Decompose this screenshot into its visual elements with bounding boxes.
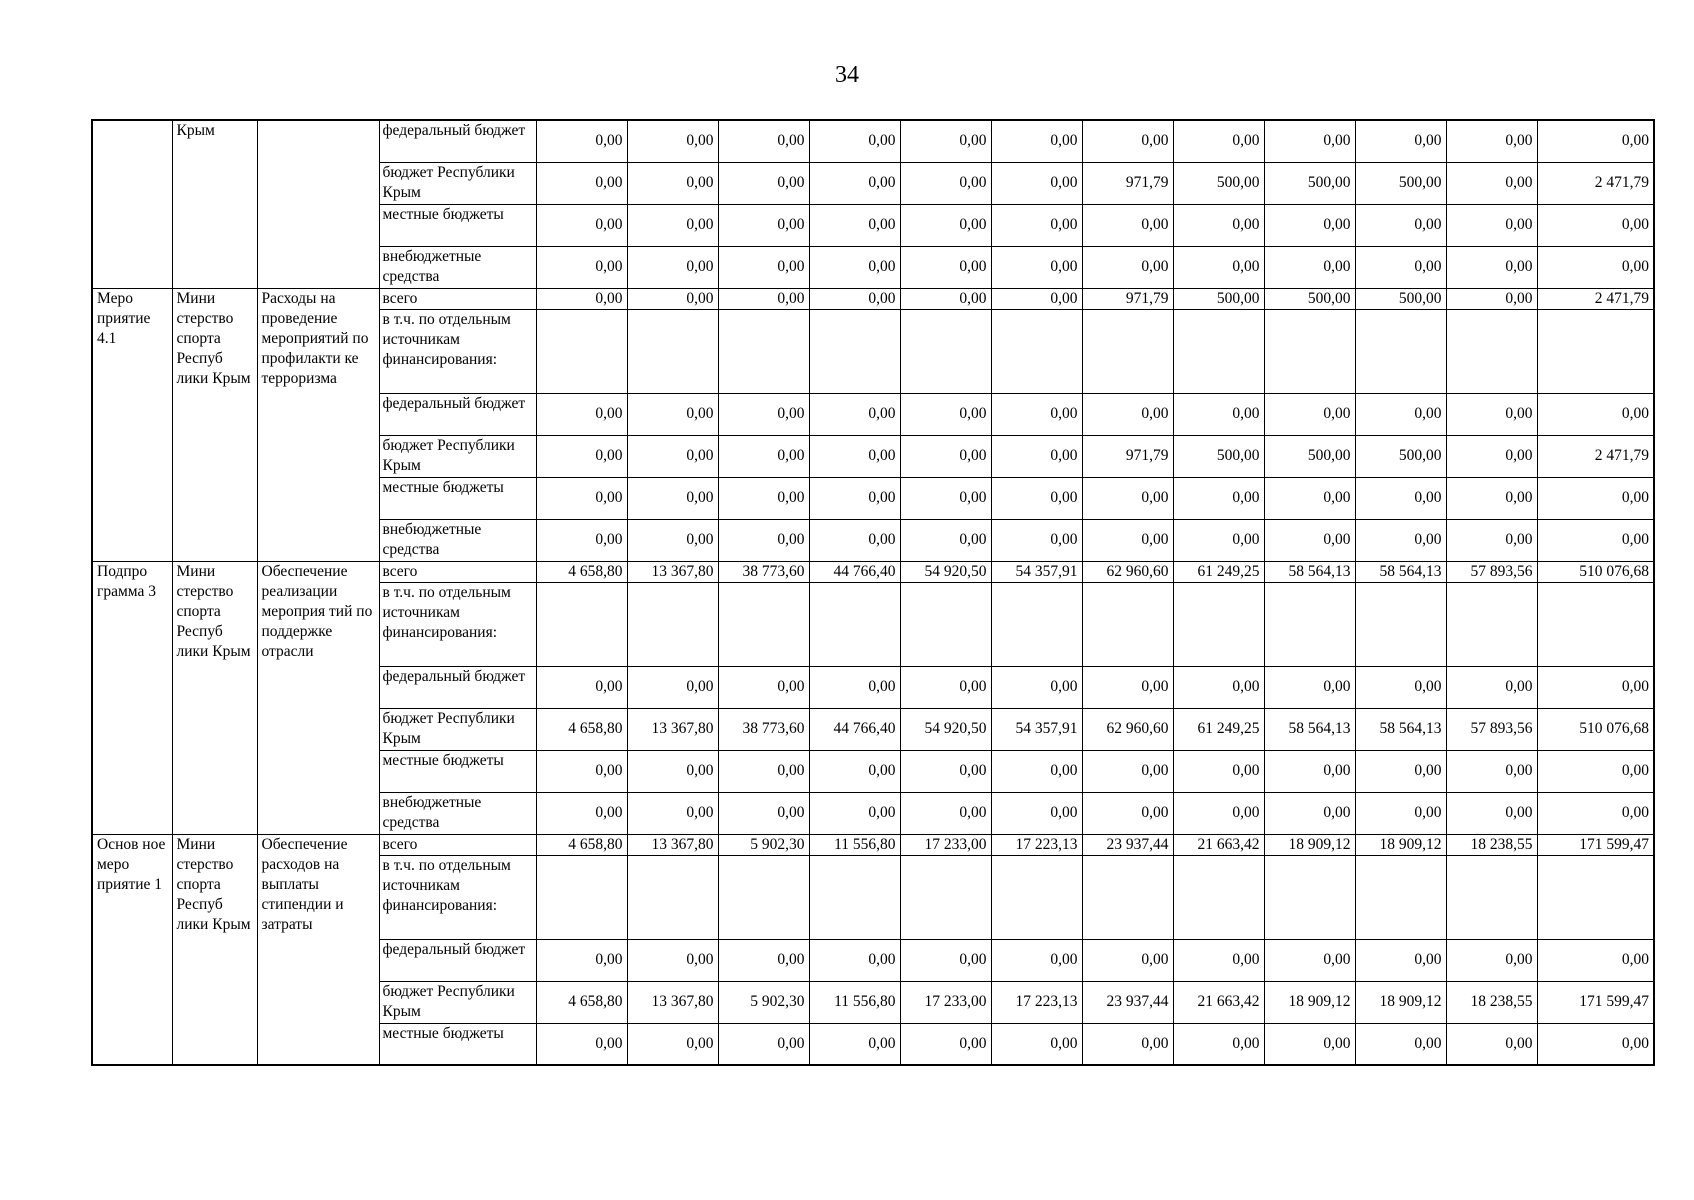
amount-cell	[900, 855, 991, 939]
amount-cell: 0,00	[627, 939, 718, 981]
amount-cell: 0,00	[536, 1023, 627, 1065]
amount-cell: 0,00	[536, 435, 627, 477]
amount-cell	[1355, 582, 1446, 666]
amount-cell: 0,00	[536, 939, 627, 981]
amount-cell: 0,00	[809, 519, 900, 561]
amount-cell: 0,00	[536, 162, 627, 204]
amount-cell: 0,00	[1446, 435, 1537, 477]
amount-cell: 500,00	[1355, 288, 1446, 309]
amount-cell	[1537, 855, 1654, 939]
funding-source: федеральный бюджет	[379, 393, 536, 435]
amount-cell: 0,00	[1173, 792, 1264, 834]
amount-cell: 0,00	[1264, 519, 1355, 561]
amount-cell: 0,00	[718, 1023, 809, 1065]
funding-source: федеральный бюджет	[379, 666, 536, 708]
amount-cell: 0,00	[1537, 204, 1654, 246]
amount-cell: 58 564,13	[1355, 708, 1446, 750]
amount-cell: 44 766,40	[809, 561, 900, 582]
amount-cell: 0,00	[1355, 792, 1446, 834]
amount-cell: 0,00	[1082, 1023, 1173, 1065]
amount-cell: 0,00	[536, 519, 627, 561]
amount-cell: 500,00	[1355, 162, 1446, 204]
amount-cell: 0,00	[1082, 204, 1173, 246]
amount-cell: 0,00	[1355, 519, 1446, 561]
amount-cell	[809, 582, 900, 666]
amount-cell: 0,00	[900, 162, 991, 204]
amount-cell: 0,00	[900, 120, 991, 162]
amount-cell: 510 076,68	[1537, 708, 1654, 750]
amount-cell: 0,00	[1173, 477, 1264, 519]
amount-cell: 0,00	[718, 288, 809, 309]
amount-cell: 0,00	[718, 393, 809, 435]
amount-cell: 0,00	[1173, 1023, 1264, 1065]
amount-cell: 0,00	[900, 246, 991, 288]
amount-cell: 0,00	[809, 393, 900, 435]
amount-cell: 54 357,91	[991, 708, 1082, 750]
amount-cell: 0,00	[718, 519, 809, 561]
amount-cell: 0,00	[1173, 246, 1264, 288]
amount-cell: 0,00	[991, 1023, 1082, 1065]
funding-source: всего	[379, 834, 536, 855]
amount-cell	[718, 309, 809, 393]
amount-cell: 0,00	[1446, 519, 1537, 561]
amount-cell: 0,00	[718, 120, 809, 162]
amount-cell: 0,00	[991, 477, 1082, 519]
amount-cell	[1537, 309, 1654, 393]
amount-cell: 0,00	[1082, 666, 1173, 708]
amount-cell: 0,00	[1537, 393, 1654, 435]
section-name: Обеспечение реализации мероприя тий по поддержке отрасли	[257, 561, 379, 834]
amount-cell: 0,00	[1264, 204, 1355, 246]
amount-cell: 4 658,80	[536, 708, 627, 750]
funding-source: местные бюджеты	[379, 750, 536, 792]
amount-cell: 0,00	[900, 939, 991, 981]
amount-cell	[1355, 855, 1446, 939]
amount-cell: 0,00	[536, 750, 627, 792]
amount-cell: 4 658,80	[536, 981, 627, 1023]
amount-cell: 0,00	[1264, 246, 1355, 288]
funding-source: бюджет Республики Крым	[379, 708, 536, 750]
amount-cell: 0,00	[809, 666, 900, 708]
amount-cell: 0,00	[900, 204, 991, 246]
amount-cell: 171 599,47	[1537, 834, 1654, 855]
amount-cell: 0,00	[627, 204, 718, 246]
amount-cell	[627, 582, 718, 666]
section-name	[257, 120, 379, 288]
amount-cell: 0,00	[1446, 204, 1537, 246]
amount-cell: 0,00	[718, 246, 809, 288]
amount-cell: 0,00	[900, 477, 991, 519]
amount-cell: 500,00	[1173, 288, 1264, 309]
amount-cell: 0,00	[1537, 1023, 1654, 1065]
funding-source: местные бюджеты	[379, 1023, 536, 1065]
section-executor: Мини стерство спорта Респуб лики Крым	[172, 288, 257, 561]
amount-cell: 0,00	[1446, 939, 1537, 981]
amount-cell: 0,00	[1082, 393, 1173, 435]
amount-cell: 0,00	[1537, 519, 1654, 561]
amount-cell: 0,00	[536, 477, 627, 519]
amount-cell: 0,00	[1355, 666, 1446, 708]
amount-cell: 0,00	[627, 666, 718, 708]
funding-source: федеральный бюджет	[379, 939, 536, 981]
amount-cell: 11 556,80	[809, 834, 900, 855]
funding-source: всего	[379, 288, 536, 309]
amount-cell: 0,00	[627, 162, 718, 204]
amount-cell: 0,00	[1537, 120, 1654, 162]
amount-cell: 0,00	[1264, 750, 1355, 792]
amount-cell: 0,00	[627, 393, 718, 435]
amount-cell	[1173, 582, 1264, 666]
amount-cell: 0,00	[1355, 939, 1446, 981]
amount-cell: 0,00	[1446, 120, 1537, 162]
amount-cell: 38 773,60	[718, 561, 809, 582]
amount-cell: 0,00	[809, 750, 900, 792]
amount-cell: 0,00	[1446, 750, 1537, 792]
amount-cell	[991, 855, 1082, 939]
amount-cell: 0,00	[809, 204, 900, 246]
amount-cell: 0,00	[536, 792, 627, 834]
amount-cell	[1446, 855, 1537, 939]
amount-cell: 57 893,56	[1446, 561, 1537, 582]
amount-cell: 0,00	[627, 750, 718, 792]
amount-cell: 2 471,79	[1537, 162, 1654, 204]
amount-cell: 0,00	[1264, 393, 1355, 435]
amount-cell: 0,00	[1537, 939, 1654, 981]
amount-cell: 0,00	[1173, 750, 1264, 792]
amount-cell: 0,00	[809, 1023, 900, 1065]
amount-cell: 0,00	[991, 666, 1082, 708]
amount-cell: 0,00	[536, 204, 627, 246]
amount-cell: 0,00	[900, 288, 991, 309]
amount-cell: 0,00	[900, 666, 991, 708]
amount-cell: 500,00	[1355, 435, 1446, 477]
amount-cell: 38 773,60	[718, 708, 809, 750]
amount-cell: 0,00	[1173, 666, 1264, 708]
amount-cell: 0,00	[1264, 666, 1355, 708]
amount-cell: 0,00	[991, 939, 1082, 981]
amount-cell: 0,00	[1173, 204, 1264, 246]
amount-cell: 0,00	[900, 750, 991, 792]
table-row	[92, 288, 1654, 309]
amount-cell: 0,00	[809, 477, 900, 519]
amount-cell: 0,00	[1264, 939, 1355, 981]
amount-cell: 54 920,50	[900, 561, 991, 582]
amount-cell: 23 937,44	[1082, 834, 1173, 855]
amount-cell: 0,00	[809, 246, 900, 288]
amount-cell	[1264, 309, 1355, 393]
amount-cell: 13 367,80	[627, 708, 718, 750]
funding-source: местные бюджеты	[379, 204, 536, 246]
amount-cell: 0,00	[718, 435, 809, 477]
table-body	[92, 120, 1654, 1065]
section-code	[92, 120, 172, 288]
funding-source: внебюджетные средства	[379, 519, 536, 561]
funding-source: бюджет Республики Крым	[379, 981, 536, 1023]
amount-cell: 5 902,30	[718, 981, 809, 1023]
funding-source: внебюджетные средства	[379, 792, 536, 834]
section-name: Обеспечение расходов на выплаты стипендии и затраты	[257, 834, 379, 1065]
amount-cell: 0,00	[627, 246, 718, 288]
amount-cell: 11 556,80	[809, 981, 900, 1023]
amount-cell	[627, 309, 718, 393]
amount-cell: 510 076,68	[1537, 561, 1654, 582]
amount-cell: 0,00	[1355, 393, 1446, 435]
amount-cell: 0,00	[991, 393, 1082, 435]
amount-cell: 0,00	[1082, 246, 1173, 288]
amount-cell: 0,00	[809, 162, 900, 204]
amount-cell: 0,00	[1446, 288, 1537, 309]
table-row	[92, 120, 1654, 162]
amount-cell	[1173, 855, 1264, 939]
amount-cell	[1537, 582, 1654, 666]
amount-cell	[809, 309, 900, 393]
amount-cell: 2 471,79	[1537, 288, 1654, 309]
amount-cell: 23 937,44	[1082, 981, 1173, 1023]
funding-source: внебюджетные средства	[379, 246, 536, 288]
amount-cell: 0,00	[809, 435, 900, 477]
funding-source: местные бюджеты	[379, 477, 536, 519]
funding-source: в т.ч. по отдельным источникам финансирования:	[379, 582, 536, 666]
amount-cell: 0,00	[1355, 120, 1446, 162]
amount-cell: 18 909,12	[1264, 834, 1355, 855]
amount-cell: 0,00	[809, 939, 900, 981]
amount-cell: 0,00	[1173, 120, 1264, 162]
funding-source: всего	[379, 561, 536, 582]
financing-table	[91, 119, 1655, 1066]
amount-cell: 0,00	[1446, 1023, 1537, 1065]
amount-cell: 0,00	[536, 666, 627, 708]
amount-cell: 0,00	[1264, 792, 1355, 834]
amount-cell: 17 233,00	[900, 981, 991, 1023]
amount-cell: 17 233,00	[900, 834, 991, 855]
amount-cell	[991, 309, 1082, 393]
amount-cell: 0,00	[900, 435, 991, 477]
amount-cell	[900, 309, 991, 393]
amount-cell: 18 238,55	[1446, 834, 1537, 855]
amount-cell: 0,00	[809, 120, 900, 162]
funding-source: в т.ч. по отдельным источникам финансирования:	[379, 309, 536, 393]
amount-cell: 971,79	[1082, 162, 1173, 204]
amount-cell	[1082, 582, 1173, 666]
amount-cell: 0,00	[1446, 792, 1537, 834]
amount-cell: 0,00	[1082, 750, 1173, 792]
amount-cell: 13 367,80	[627, 834, 718, 855]
amount-cell	[1264, 582, 1355, 666]
amount-cell: 58 564,13	[1264, 561, 1355, 582]
amount-cell: 0,00	[1355, 750, 1446, 792]
amount-cell: 0,00	[1082, 939, 1173, 981]
amount-cell: 971,79	[1082, 435, 1173, 477]
amount-cell	[809, 855, 900, 939]
amount-cell: 4 658,80	[536, 834, 627, 855]
amount-cell: 0,00	[1446, 393, 1537, 435]
amount-cell: 0,00	[1082, 519, 1173, 561]
amount-cell	[1446, 582, 1537, 666]
amount-cell: 0,00	[991, 519, 1082, 561]
amount-cell: 0,00	[718, 939, 809, 981]
amount-cell: 0,00	[718, 162, 809, 204]
amount-cell: 500,00	[1173, 162, 1264, 204]
amount-cell	[991, 582, 1082, 666]
amount-cell: 17 223,13	[991, 981, 1082, 1023]
amount-cell: 0,00	[809, 792, 900, 834]
amount-cell	[718, 855, 809, 939]
amount-cell: 0,00	[900, 519, 991, 561]
section-code: Подпро грамма 3	[92, 561, 172, 834]
amount-cell: 0,00	[1355, 204, 1446, 246]
amount-cell: 62 960,60	[1082, 561, 1173, 582]
amount-cell: 0,00	[718, 666, 809, 708]
amount-cell	[536, 309, 627, 393]
amount-cell: 0,00	[627, 792, 718, 834]
amount-cell	[900, 582, 991, 666]
amount-cell: 0,00	[718, 204, 809, 246]
amount-cell: 0,00	[1173, 939, 1264, 981]
amount-cell: 0,00	[536, 288, 627, 309]
amount-cell: 0,00	[1355, 1023, 1446, 1065]
amount-cell: 0,00	[536, 120, 627, 162]
amount-cell: 0,00	[627, 120, 718, 162]
amount-cell: 5 902,30	[718, 834, 809, 855]
amount-cell: 0,00	[718, 477, 809, 519]
amount-cell: 0,00	[1173, 519, 1264, 561]
amount-cell: 18 909,12	[1264, 981, 1355, 1023]
amount-cell: 0,00	[1082, 477, 1173, 519]
amount-cell	[627, 855, 718, 939]
amount-cell	[1082, 309, 1173, 393]
amount-cell: 44 766,40	[809, 708, 900, 750]
funding-source: бюджет Республики Крым	[379, 162, 536, 204]
amount-cell: 0,00	[1355, 477, 1446, 519]
amount-cell: 0,00	[991, 288, 1082, 309]
amount-cell: 971,79	[1082, 288, 1173, 309]
page-number: 34	[835, 62, 859, 88]
amount-cell: 13 367,80	[627, 981, 718, 1023]
amount-cell: 61 249,25	[1173, 708, 1264, 750]
amount-cell: 57 893,56	[1446, 708, 1537, 750]
section-executor: Крым	[172, 120, 257, 288]
amount-cell: 0,00	[1082, 120, 1173, 162]
section-executor: Мини стерство спорта Респуб лики Крым	[172, 561, 257, 834]
amount-cell: 13 367,80	[627, 561, 718, 582]
amount-cell: 0,00	[900, 1023, 991, 1065]
amount-cell	[536, 855, 627, 939]
amount-cell: 0,00	[991, 246, 1082, 288]
amount-cell	[718, 582, 809, 666]
section-name: Расходы на проведение мероприятий по профилакти ке терроризма	[257, 288, 379, 561]
amount-cell: 0,00	[991, 792, 1082, 834]
section-code: Меро приятие 4.1	[92, 288, 172, 561]
amount-cell: 0,00	[1446, 666, 1537, 708]
amount-cell: 58 564,13	[1355, 561, 1446, 582]
amount-cell: 0,00	[1537, 666, 1654, 708]
amount-cell: 0,00	[718, 792, 809, 834]
amount-cell: 2 471,79	[1537, 435, 1654, 477]
amount-cell: 0,00	[1264, 477, 1355, 519]
amount-cell: 0,00	[809, 288, 900, 309]
amount-cell: 18 238,55	[1446, 981, 1537, 1023]
amount-cell: 0,00	[900, 792, 991, 834]
amount-cell: 0,00	[627, 288, 718, 309]
amount-cell: 0,00	[536, 393, 627, 435]
funding-source: бюджет Республики Крым	[379, 435, 536, 477]
amount-cell: 61 249,25	[1173, 561, 1264, 582]
amount-cell: 0,00	[991, 204, 1082, 246]
funding-source: в т.ч. по отдельным источникам финансирования:	[379, 855, 536, 939]
amount-cell: 0,00	[1537, 750, 1654, 792]
amount-cell: 0,00	[1082, 792, 1173, 834]
amount-cell: 0,00	[1537, 792, 1654, 834]
amount-cell: 0,00	[627, 477, 718, 519]
amount-cell: 0,00	[627, 519, 718, 561]
section-code: Основ ное меро приятие 1	[92, 834, 172, 1065]
amount-cell: 54 920,50	[900, 708, 991, 750]
amount-cell: 500,00	[1264, 288, 1355, 309]
amount-cell	[1082, 855, 1173, 939]
section-executor: Мини стерство спорта Респуб лики Крым	[172, 834, 257, 1065]
amount-cell: 171 599,47	[1537, 981, 1654, 1023]
amount-cell: 0,00	[991, 750, 1082, 792]
amount-cell: 4 658,80	[536, 561, 627, 582]
amount-cell: 21 663,42	[1173, 834, 1264, 855]
amount-cell: 500,00	[1173, 435, 1264, 477]
amount-cell: 62 960,60	[1082, 708, 1173, 750]
amount-cell: 54 357,91	[991, 561, 1082, 582]
amount-cell: 21 663,42	[1173, 981, 1264, 1023]
amount-cell	[1446, 309, 1537, 393]
amount-cell: 0,00	[991, 162, 1082, 204]
amount-cell: 500,00	[1264, 162, 1355, 204]
amount-cell: 18 909,12	[1355, 834, 1446, 855]
amount-cell: 0,00	[1446, 477, 1537, 519]
amount-cell: 0,00	[1355, 246, 1446, 288]
amount-cell: 0,00	[1173, 393, 1264, 435]
amount-cell: 58 564,13	[1264, 708, 1355, 750]
amount-cell	[1355, 309, 1446, 393]
funding-source: федеральный бюджет	[379, 120, 536, 162]
amount-cell: 0,00	[1446, 162, 1537, 204]
amount-cell: 0,00	[991, 120, 1082, 162]
amount-cell: 500,00	[1264, 435, 1355, 477]
amount-cell: 0,00	[1264, 120, 1355, 162]
table-row	[92, 834, 1654, 855]
amount-cell: 0,00	[1537, 477, 1654, 519]
amount-cell: 0,00	[1537, 246, 1654, 288]
amount-cell: 0,00	[991, 435, 1082, 477]
amount-cell: 0,00	[1264, 1023, 1355, 1065]
amount-cell: 0,00	[627, 435, 718, 477]
amount-cell	[1264, 855, 1355, 939]
amount-cell: 17 223,13	[991, 834, 1082, 855]
amount-cell: 0,00	[1446, 246, 1537, 288]
amount-cell: 0,00	[627, 1023, 718, 1065]
table-row	[92, 561, 1654, 582]
amount-cell: 0,00	[718, 750, 809, 792]
amount-cell: 18 909,12	[1355, 981, 1446, 1023]
amount-cell	[1173, 309, 1264, 393]
amount-cell: 0,00	[536, 246, 627, 288]
amount-cell	[536, 582, 627, 666]
amount-cell: 0,00	[900, 393, 991, 435]
